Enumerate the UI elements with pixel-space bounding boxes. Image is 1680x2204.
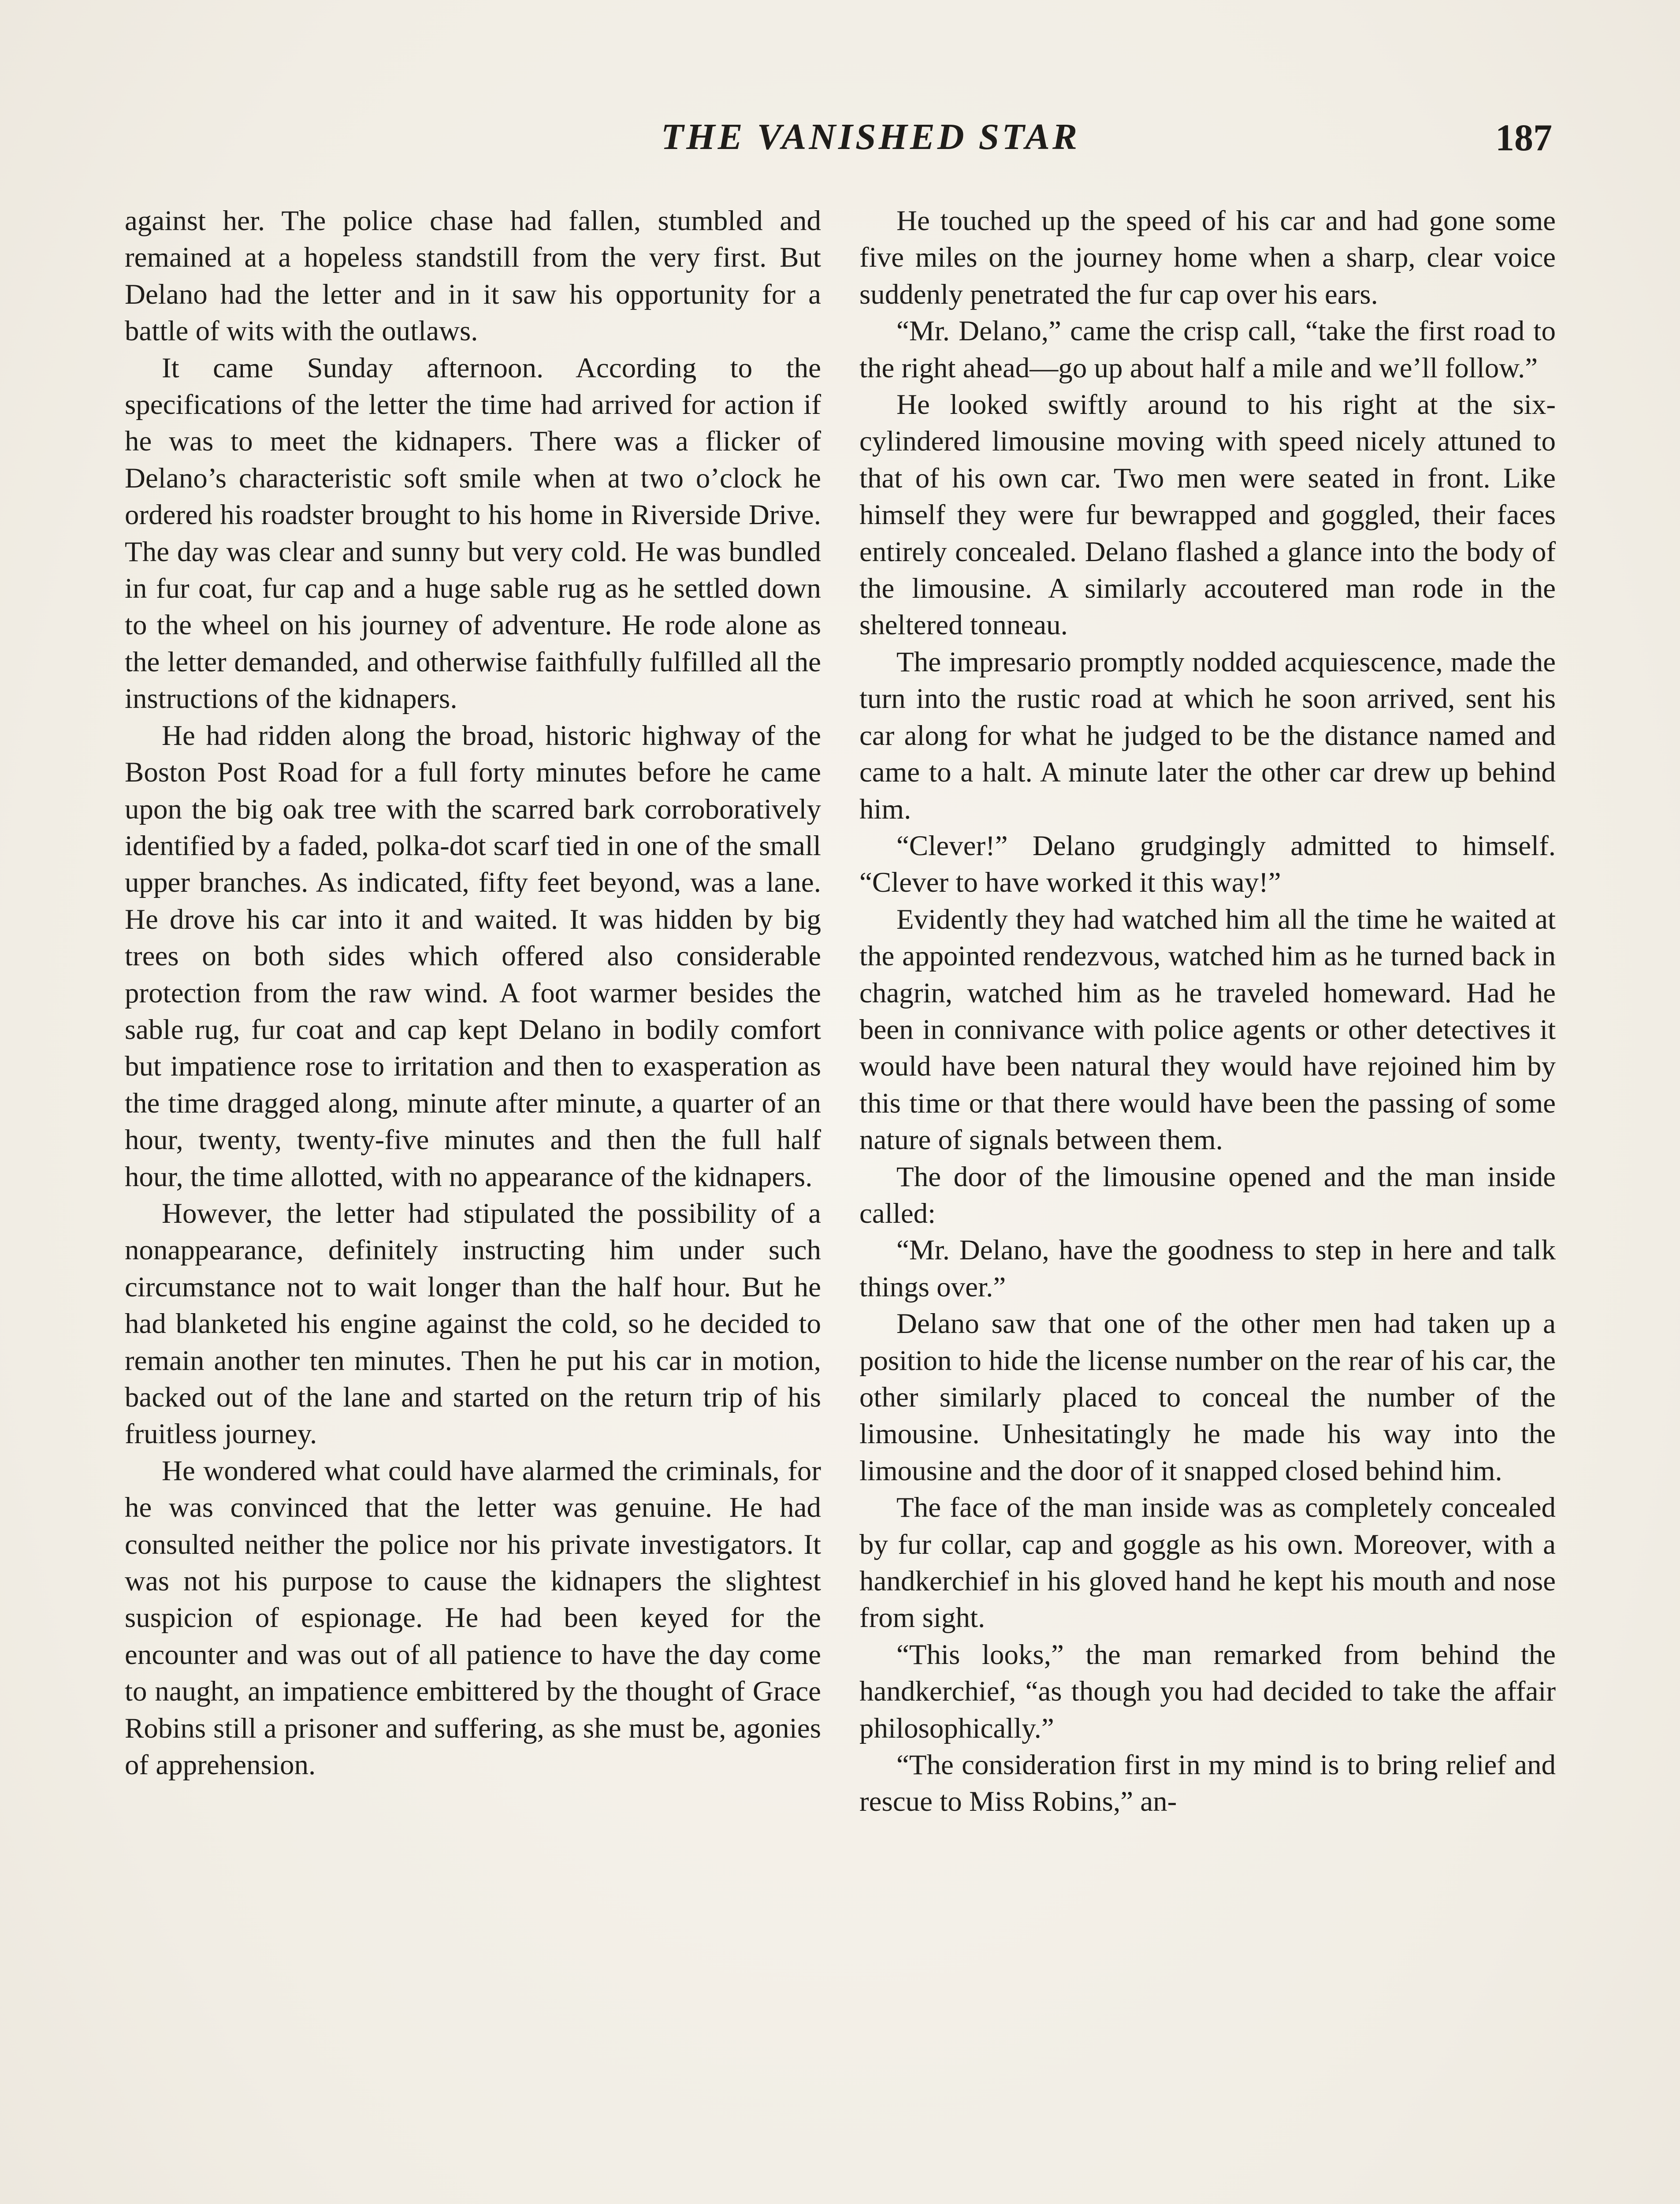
running-head-title: THE VANISHED STAR <box>661 116 1080 157</box>
left-column <box>125 203 821 1783</box>
paragraph: Delano saw that one of the other men had taken up a position to hide the license number on the rear of his car, the other similarly placed to conceal the number of the limousine. Unhesitatingly he made his way into the limousine and the door of it snapped closed behind him. <box>859 1308 1556 1487</box>
paragraph: The impresario promptly nodded acquiescence, made the turn into the rustic road at which he soon arrived, sent his car along for what he judged to be the distance named and came to a halt. A minute later the other car drew up behind him. <box>859 646 1556 825</box>
paragraph: against her. The police chase had fallen, stumbled and remained at a hopeless standstill from the very first. But Delano had the letter and in it saw his opportunity for a battle of wits with the outlaws. <box>125 205 821 347</box>
paragraph: He touched up the speed of his car and had gone some five miles on the journey home when a sharp, clear voice suddenly penetrated the fur cap over his ears. <box>859 205 1556 310</box>
paragraph: Evidently they had watched him all the time he waited at the appointed rendezvous, watched him as he turned back in chagrin, watched him as he traveled homeward. Had he been in connivance with police agents or other detectives it would have been natural they would have rejoined him by this time or that there would have been the passing of some nature of signals between them. <box>859 903 1556 1156</box>
paragraph: He wondered what could have alarmed the criminals, for he was convinced that the letter was genuine. He had consulted neither the police nor his private investigators. It was not his purpose to cause the kidnapers the slightest suspicion of espionage. He had been keyed for the encounter and was out of all patience to have the day come to naught, an impatience embittered by the thought of Grace Robins still a prisoner and suffering, as she must be, agonies of apprehension. <box>125 1455 821 1781</box>
right-column <box>859 203 1556 1821</box>
paragraph: “Mr. Delano,” came the crisp call, “take the first road to the right ahead—go up about half a mile and we’ll follow.” <box>859 315 1556 384</box>
paragraph: “This looks,” the man remarked from behind the handkerchief, “as though you had decided to take the affair philosophically.” <box>859 1638 1556 1744</box>
paragraph: “Mr. Delano, have the goodness to step in here and talk things over.” <box>859 1234 1556 1303</box>
paragraph: It came Sunday afternoon. According to the specifications of the letter the time had arrived for action if he was to meet the kidnapers. There was a flicker of Delano’s characteristic soft smile when at two o’clock he ordered his roadster brought to his home in Riverside Drive. The day was clear and sunny but very cold. He was bundled in fur coat, fur cap and a huge sable rug as he settled down to the wheel on his journey of adventure. He rode alone as the letter demanded, and otherwise faithfully fulfilled all the instructions of the kidnapers. <box>125 352 821 715</box>
paragraph: However, the letter had stipulated the possibility of a nonappearance, definitely instructing him under such circumstance not to wait longer than the half hour. But he had blanketed his engine against the cold, so he decided to remain another ten minutes. Then he put his car in motion, backed out of the lane and started on the return trip of his fruitless journey. <box>125 1197 821 1450</box>
paragraph: “Clever!” Delano grudgingly admitted to himself. “Clever to have worked it this way!” <box>859 830 1556 899</box>
paragraph: He had ridden along the broad, historic highway of the Boston Post Road for a full forty minutes before he came upon the big oak tree with the scarred bark corroboratively identified by a faded, polka-dot scarf tied in one of the small upper branches. As indicated, fifty feet beyond, was a lane. He drove his car into it and waited. It was hidden by big trees on both sides which offered also considerable protection from the raw wind. A foot warmer besides the sable rug, fur coat and cap kept Delano in bodily comfort but impatience rose to irritation and then to exasperation as the time dragged along, minute after minute, a quarter of an hour, twenty, twenty-five minutes and then the full half hour, the time allotted, with no appearance of the kidnapers. <box>125 719 821 1193</box>
paragraph: The face of the man inside was as completely concealed by fur collar, cap and goggle as his own. Moreover, with a handkerchief in his gloved hand he kept his mouth and nose from sight. <box>859 1492 1556 1634</box>
page-number: 187 <box>1495 116 1552 159</box>
paragraph: “The consideration first in my mind is to bring relief and rescue to Miss Robins,” an- <box>859 1749 1556 1818</box>
paragraph: He looked swiftly around to his right at the six-cylindered limousine moving with speed nicely attuned to that of his own car. Two men were seated in front. Like himself they were fur bewrapped and goggled, their faces entirely concealed. Delano flashed a glance into the body of the limousine. A similarly accoutered man rode in the sheltered tonneau. <box>859 389 1556 641</box>
paragraph: The door of the limousine opened and the man inside called: <box>859 1161 1556 1229</box>
